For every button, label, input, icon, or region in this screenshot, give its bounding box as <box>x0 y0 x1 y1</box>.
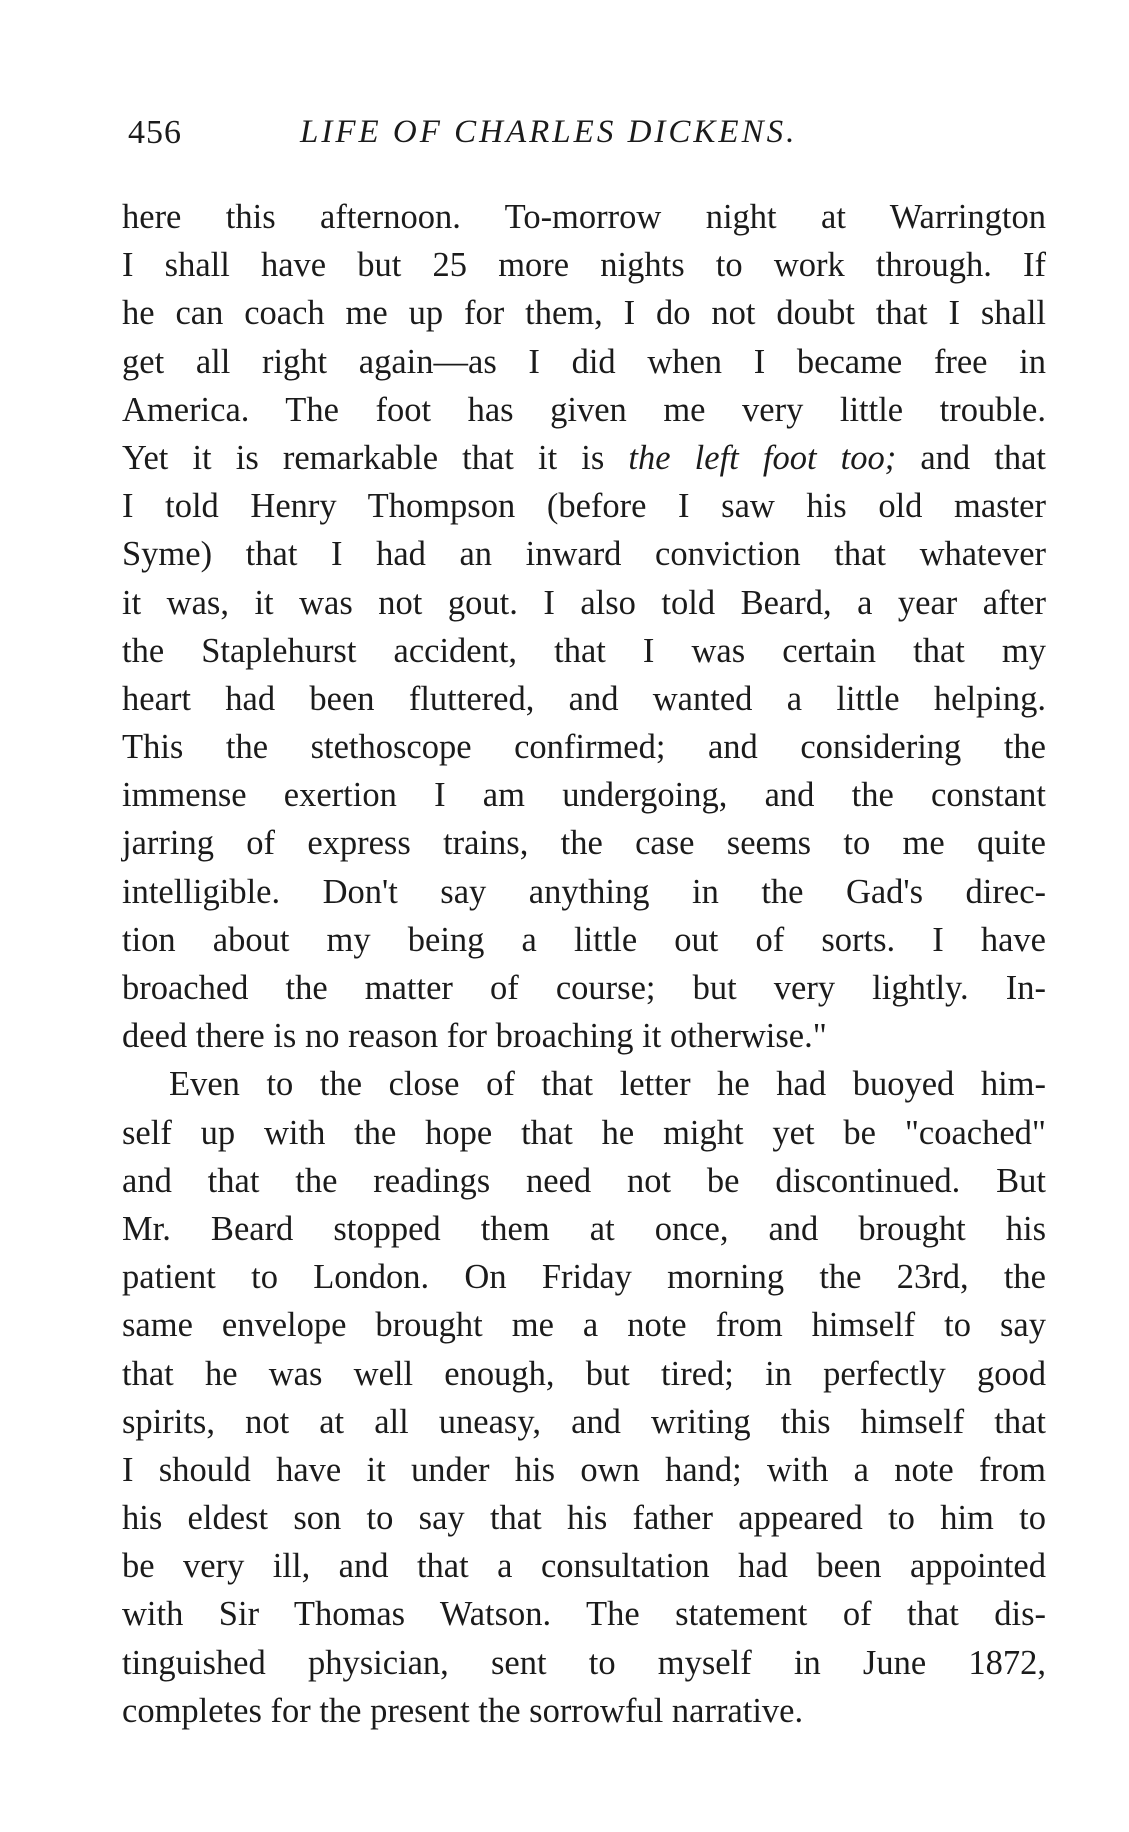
text-line: his eldest son to say that his father appeared to him to <box>122 1499 1046 1538</box>
text-line-with-italic <box>122 434 1046 482</box>
text-line: spirits, not at all uneasy, and writing this himself that <box>122 1402 1046 1441</box>
text-line: self up with the hope that he might yet be "coached" <box>122 1113 1046 1152</box>
paragraph-narrative <box>122 1060 1046 1735</box>
text-line: patient to London. On Friday morning the 23rd, the <box>122 1258 1046 1297</box>
text-line: This the stethoscope confirmed; and considering the <box>122 728 1046 767</box>
running-head <box>128 100 1048 160</box>
paragraph-letter-end <box>122 193 1046 1060</box>
italic-phrase: the left foot too; <box>628 438 897 477</box>
text-line: he can coach me up for them, I do not doubt that I shall <box>122 294 1046 333</box>
text-line: completes for the present the sorrowful narrative. <box>122 1691 804 1730</box>
text-line: I shall have but 25 more nights to work through. If <box>122 246 1046 285</box>
text-line: Even to the close of that letter he had buoyed him- <box>169 1065 1046 1104</box>
text-line: that he was well enough, but tired; in perfectly good <box>122 1354 1046 1393</box>
text-line: with Sir Thomas Watson. The statement of that dis- <box>122 1595 1046 1634</box>
text-line: same envelope brought me a note from himself to say <box>122 1306 1046 1345</box>
text-line: jarring of express trains, the case seems to me quite <box>122 824 1046 863</box>
text-line: and that the readings need not be discontinued. But <box>122 1161 1046 1200</box>
text-line: America. The foot has given me very little trouble. <box>122 390 1046 429</box>
text-line: tinguished physician, sent to myself in June 1872, <box>122 1643 1046 1682</box>
text-line: I told Henry Thompson (before I saw his old master <box>122 487 1046 526</box>
text-segment: Yet it is remarkable that it is <box>122 438 629 477</box>
running-title: LIFE OF CHARLES DICKENS. <box>300 114 798 150</box>
text-line: intelligible. Don't say anything in the Gad's direc- <box>122 872 1046 911</box>
text-line: be very ill, and that a consultation had been appointed <box>122 1547 1046 1586</box>
text-line: broached the matter of course; but very lightly. In- <box>122 969 1046 1007</box>
text-line: heart had been fluttered, and wanted a little helping. <box>122 679 1046 718</box>
text-line: tion about my being a little out of sorts. I have <box>122 920 1046 959</box>
text-line: here this afternoon. To-morrow night at Warrington <box>122 198 1046 236</box>
text-line: Syme) that I had an inward conviction that whatever <box>122 535 1046 574</box>
text-line: deed there is no reason for broaching it otherwise." <box>122 1017 827 1056</box>
page-number: 456 <box>128 114 182 151</box>
text-line: immense exertion I am undergoing, and the constant <box>122 776 1046 815</box>
text-segment: and that <box>896 438 1047 477</box>
text-line: Mr. Beard stopped them at once, and brought his <box>122 1209 1046 1248</box>
text-line: I should have it under his own hand; with a note from <box>122 1450 1046 1489</box>
text-line: the Staplehurst accident, that I was certain that my <box>122 631 1046 670</box>
body-text <box>122 193 1046 1735</box>
text-line: get all right again—as I did when I became free in <box>122 342 1046 381</box>
text-line: it was, it was not gout. I also told Beard, a year after <box>122 583 1046 622</box>
